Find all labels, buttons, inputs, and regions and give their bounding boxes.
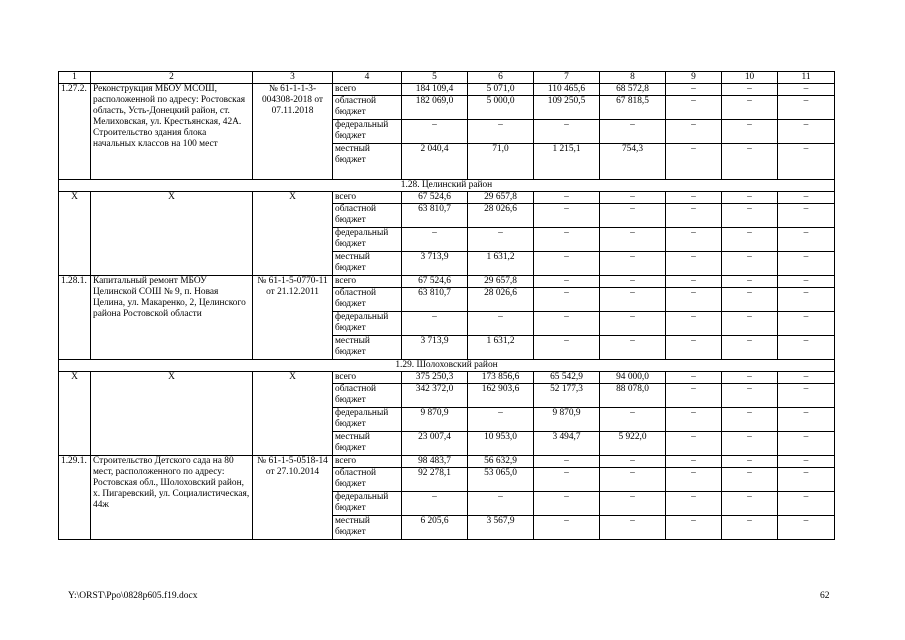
value-cell: – (722, 288, 778, 312)
value-cell: – (778, 192, 835, 204)
value-cell: – (778, 372, 835, 384)
value-cell: – (534, 204, 600, 228)
header-cell: 9 (666, 72, 722, 84)
value-cell: 9 870,9 (402, 408, 468, 432)
value-cell: – (722, 384, 778, 408)
row-number: 1.29.1. (59, 456, 91, 540)
value-cell: – (600, 312, 666, 336)
value-cell: – (666, 372, 722, 384)
value-cell: 182 069,0 (402, 96, 468, 120)
value-cell: 5 922,0 (600, 432, 666, 456)
table-row (59, 456, 835, 468)
section-title: 1.28. Целинский район (59, 180, 835, 192)
value-cell: – (666, 336, 722, 360)
funding-label: федеральный бюджет (333, 228, 402, 252)
value-cell: – (666, 84, 722, 96)
value-cell: – (600, 468, 666, 492)
value-cell: 9 870,9 (534, 408, 600, 432)
funding-label: местный бюджет (333, 252, 402, 276)
value-cell: – (722, 252, 778, 276)
value-cell: – (778, 84, 835, 96)
value-cell: – (666, 288, 722, 312)
funding-label: местный бюджет (333, 336, 402, 360)
value-cell: – (722, 192, 778, 204)
value-cell: 3 713,9 (402, 336, 468, 360)
value-cell: – (666, 432, 722, 456)
funding-label: федеральный бюджет (333, 120, 402, 144)
value-cell: – (600, 336, 666, 360)
value-cell: 67 524,6 (402, 276, 468, 288)
value-cell: 162 903,6 (468, 384, 534, 408)
value-cell: – (534, 120, 600, 144)
value-cell: – (722, 144, 778, 180)
value-cell: – (666, 516, 722, 540)
value-cell: – (778, 432, 835, 456)
value-cell: 71,0 (468, 144, 534, 180)
row-number: 1.28.1. (59, 276, 91, 360)
value-cell: 3 567,9 (468, 516, 534, 540)
value-cell: 5 071,0 (468, 84, 534, 96)
value-cell: – (534, 192, 600, 204)
value-cell: – (666, 192, 722, 204)
value-cell: – (722, 516, 778, 540)
value-cell: 56 632,9 (468, 456, 534, 468)
permit-number: № 61-1-5-0770-11 от 21.12.2011 (253, 276, 333, 360)
funding-label: областной бюджет (333, 96, 402, 120)
funding-label: областной бюджет (333, 468, 402, 492)
header-cell: 11 (778, 72, 835, 84)
value-cell: 67 818,5 (600, 96, 666, 120)
value-cell: – (778, 96, 835, 120)
row-number: 1.27.2. (59, 84, 91, 180)
value-cell: – (666, 408, 722, 432)
value-cell: 53 065,0 (468, 468, 534, 492)
x-mark: Х (91, 372, 253, 456)
value-cell: 29 657,8 (468, 276, 534, 288)
footer-file-path: Y:\ORST\Ppo\0828p605.f19.docx (68, 591, 198, 601)
value-cell: – (534, 288, 600, 312)
value-cell: 1 215,1 (534, 144, 600, 180)
value-cell: – (722, 492, 778, 516)
value-cell: 67 524,6 (402, 192, 468, 204)
x-mark: Х (59, 192, 91, 276)
value-cell: 109 250,5 (534, 96, 600, 120)
x-mark: Х (253, 372, 333, 456)
funding-label: местный бюджет (333, 432, 402, 456)
value-cell: – (600, 192, 666, 204)
funding-label: местный бюджет (333, 144, 402, 180)
program-table (58, 71, 835, 540)
value-cell: – (722, 276, 778, 288)
value-cell: 29 657,8 (468, 192, 534, 204)
value-cell: 52 177,3 (534, 384, 600, 408)
value-cell: – (468, 228, 534, 252)
value-cell: 88 078,0 (600, 384, 666, 408)
value-cell: 5 000,0 (468, 96, 534, 120)
table-row (59, 192, 835, 204)
value-cell: 68 572,8 (600, 84, 666, 96)
value-cell: – (534, 228, 600, 252)
permit-number: № 61-1-5-0518-14 от 27.10.2014 (253, 456, 333, 540)
value-cell: – (666, 384, 722, 408)
header-cell: 10 (722, 72, 778, 84)
value-cell: – (600, 492, 666, 516)
funding-label: всего (333, 372, 402, 384)
page-number: 62 (820, 591, 830, 601)
value-cell: – (722, 228, 778, 252)
value-cell: – (402, 120, 468, 144)
value-cell: – (666, 144, 722, 180)
value-cell: – (600, 456, 666, 468)
value-cell: – (722, 408, 778, 432)
x-mark: Х (253, 192, 333, 276)
value-cell: – (534, 276, 600, 288)
object-name: Капитальный ремонт МБОУ Целинской СОШ № 9, п. Новая Целина, ул. Макаренко, 2, Целинского района Ростовской области (91, 276, 253, 360)
permit-number: № 61-1-1-3-004308-2018 от 07.11.2018 (253, 84, 333, 180)
value-cell: – (600, 276, 666, 288)
header-cell: 6 (468, 72, 534, 84)
value-cell: – (666, 468, 722, 492)
value-cell: 63 810,7 (402, 204, 468, 228)
value-cell: – (778, 228, 835, 252)
value-cell: – (468, 408, 534, 432)
value-cell: – (778, 312, 835, 336)
value-cell: – (722, 372, 778, 384)
funding-label: областной бюджет (333, 384, 402, 408)
value-cell: – (778, 492, 835, 516)
section-title: 1.29. Шолоховский район (59, 360, 835, 372)
value-cell: – (468, 120, 534, 144)
value-cell: – (722, 204, 778, 228)
value-cell: 754,3 (600, 144, 666, 180)
value-cell: 1 631,2 (468, 336, 534, 360)
value-cell: – (534, 456, 600, 468)
header-cell: 4 (333, 72, 402, 84)
value-cell: – (722, 84, 778, 96)
value-cell: 23 007,4 (402, 432, 468, 456)
value-cell: – (534, 468, 600, 492)
value-cell: 173 856,6 (468, 372, 534, 384)
value-cell: – (778, 336, 835, 360)
funding-label: федеральный бюджет (333, 408, 402, 432)
value-cell: – (600, 516, 666, 540)
value-cell: 10 953,0 (468, 432, 534, 456)
value-cell: – (666, 252, 722, 276)
value-cell: – (402, 312, 468, 336)
value-cell: – (402, 492, 468, 516)
funding-label: местный бюджет (333, 516, 402, 540)
value-cell: – (666, 228, 722, 252)
value-cell: 6 205,6 (402, 516, 468, 540)
funding-label: федеральный бюджет (333, 492, 402, 516)
funding-label: всего (333, 276, 402, 288)
value-cell: – (534, 312, 600, 336)
value-cell: – (778, 468, 835, 492)
value-cell: – (778, 288, 835, 312)
funding-label: всего (333, 84, 402, 96)
header-cell: 8 (600, 72, 666, 84)
header-cell: 2 (91, 72, 253, 84)
value-cell: – (778, 144, 835, 180)
value-cell: 1 631,2 (468, 252, 534, 276)
value-cell: – (666, 456, 722, 468)
x-mark: Х (91, 192, 253, 276)
funding-label: областной бюджет (333, 204, 402, 228)
value-cell: 375 250,3 (402, 372, 468, 384)
value-cell: – (722, 120, 778, 144)
funding-label: всего (333, 192, 402, 204)
value-cell: – (666, 96, 722, 120)
value-cell: 92 278,1 (402, 468, 468, 492)
funding-label: областной бюджет (333, 288, 402, 312)
value-cell: – (778, 408, 835, 432)
value-cell: – (666, 120, 722, 144)
value-cell: – (468, 312, 534, 336)
header-cell: 5 (402, 72, 468, 84)
value-cell: 63 810,7 (402, 288, 468, 312)
section-row (59, 180, 835, 192)
value-cell: 94 000,0 (600, 372, 666, 384)
header-cell: 1 (59, 72, 91, 84)
value-cell: – (722, 96, 778, 120)
value-cell: 2 040,4 (402, 144, 468, 180)
value-cell: – (600, 228, 666, 252)
value-cell: 65 542,9 (534, 372, 600, 384)
funding-label: федеральный бюджет (333, 312, 402, 336)
value-cell: – (666, 204, 722, 228)
value-cell: – (778, 384, 835, 408)
value-cell: 3 494,7 (534, 432, 600, 456)
value-cell: – (534, 336, 600, 360)
object-name: Строительство Детского сада на 80 мест, расположенного по адресу: Ростовская обл., Шолоховский район, х. Пигаревский, ул. Социалистическая, 44ж (91, 456, 253, 540)
x-mark: Х (59, 372, 91, 456)
value-cell: – (778, 456, 835, 468)
value-cell: – (666, 492, 722, 516)
value-cell: 98 483,7 (402, 456, 468, 468)
table-row (59, 84, 835, 96)
value-cell: – (778, 252, 835, 276)
value-cell: – (600, 204, 666, 228)
value-cell: 28 026,6 (468, 288, 534, 312)
value-cell: – (778, 120, 835, 144)
value-cell: – (778, 276, 835, 288)
value-cell: – (778, 516, 835, 540)
table-row (59, 276, 835, 288)
value-cell: – (600, 252, 666, 276)
value-cell: – (468, 492, 534, 516)
value-cell: 3 713,9 (402, 252, 468, 276)
header-row (59, 72, 835, 84)
value-cell: 184 109,4 (402, 84, 468, 96)
value-cell: – (722, 312, 778, 336)
value-cell: – (600, 288, 666, 312)
value-cell: – (534, 516, 600, 540)
section-row (59, 360, 835, 372)
value-cell: – (722, 456, 778, 468)
object-name: Реконструкция МБОУ МСОШ, расположенной по адресу: Ростовская область, Усть-Донецкий район, ст. Мелиховская, ул. Крестьянская, 42А. Строительство здания блока начальных классов на 100 мест (91, 84, 253, 180)
value-cell: – (666, 276, 722, 288)
value-cell: – (600, 120, 666, 144)
value-cell: – (600, 408, 666, 432)
value-cell: – (722, 468, 778, 492)
funding-label: всего (333, 456, 402, 468)
value-cell: – (402, 228, 468, 252)
value-cell: 342 372,0 (402, 384, 468, 408)
value-cell: 110 465,6 (534, 84, 600, 96)
value-cell: – (778, 204, 835, 228)
header-cell: 3 (253, 72, 333, 84)
value-cell: – (534, 252, 600, 276)
value-cell: – (722, 432, 778, 456)
value-cell: – (666, 312, 722, 336)
value-cell: – (722, 336, 778, 360)
value-cell: 28 026,6 (468, 204, 534, 228)
table-row (59, 372, 835, 384)
value-cell: – (534, 492, 600, 516)
header-cell: 7 (534, 72, 600, 84)
